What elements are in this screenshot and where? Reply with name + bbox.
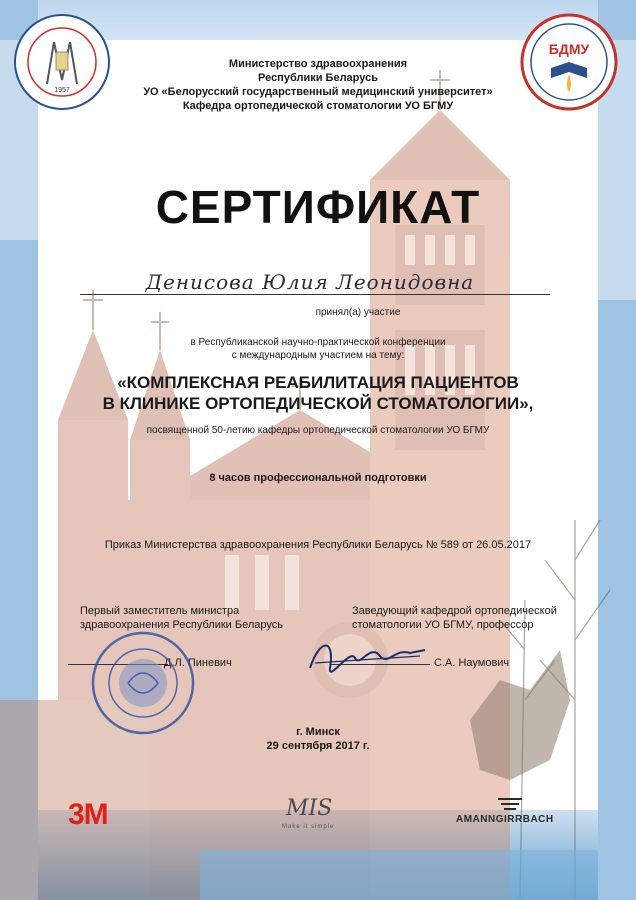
conference-line-1: в Республиканской научно-практической конференции <box>190 337 446 348</box>
conference-description <box>0 336 636 362</box>
certificate-title: СЕРТИФИКАТ <box>155 181 481 233</box>
left-title-line-1: Первый заместитель министра <box>80 605 240 617</box>
left-title-line-2: здравоохранения Республики Беларусь <box>80 619 283 631</box>
city: г. Минск <box>296 726 340 738</box>
conference-line-2: с международным участием на тему: <box>231 350 405 361</box>
right-title-line-1: Заведующий кафедрой ортопедической <box>352 605 557 617</box>
left-seal-year: 1957 <box>54 87 70 94</box>
date: 29 сентября 2017 г. <box>266 740 370 752</box>
ministry-order: Приказ Министерства здравоохранения Республики Беларусь № 589 от 26.05.2017 <box>104 539 532 551</box>
university-name: УО «Белорусский государственный медицинский университет» <box>143 86 493 98</box>
topic-line-1: «КОМПЛЕКСНАЯ РЕАБИЛИТАЦИЯ ПАЦИЕНТОВ <box>117 373 519 392</box>
recipient-name: Денисова Юлия Леонидовна <box>145 270 475 294</box>
right-signatory-name: С.А. Наумович <box>434 657 510 669</box>
right-seal-abbr: БДМУ <box>548 41 590 57</box>
official-stamp <box>88 628 198 738</box>
dedication-text: посвященной 50-летию кафедры ортопедической стоматологии УО БГМУ <box>146 425 490 436</box>
left-signatory-name: Д.Л. Пиневич <box>164 657 232 669</box>
recipient-underline <box>80 294 550 295</box>
right-title-line-2: стоматологии УО БГМУ, профессор <box>352 619 534 631</box>
sponsor-mis-tagline: Make it simple <box>282 824 335 830</box>
sponsor-3m-logo: 3M <box>68 798 108 831</box>
sponsor-mis-logo: MIS <box>286 796 333 821</box>
conference-topic <box>0 372 636 414</box>
place-and-date <box>0 725 636 753</box>
department-name: Кафедра ортопедической стоматологии УО БГМУ <box>182 100 454 112</box>
topic-line-2: В КЛИНИКЕ ОРТОПЕДИЧЕСКОЙ СТОМАТОЛОГИИ», <box>102 394 534 413</box>
ministry-line-1: Министерство здравоохранения <box>228 58 408 70</box>
ministry-line-2: Республики Беларусь <box>258 72 378 84</box>
right-signature-line <box>330 664 430 665</box>
right-signature-scribble <box>300 628 430 688</box>
right-signatory-title <box>352 604 557 632</box>
participated-text: принял(а) участие <box>315 307 401 318</box>
ministry-header <box>0 57 636 113</box>
amanngirrbach-mark-icon <box>496 796 524 812</box>
sponsor-amanngirrbach-logo: AMANNGIRRBACH <box>456 814 554 825</box>
training-hours: 8 часов профессиональной подготовки <box>209 472 427 484</box>
